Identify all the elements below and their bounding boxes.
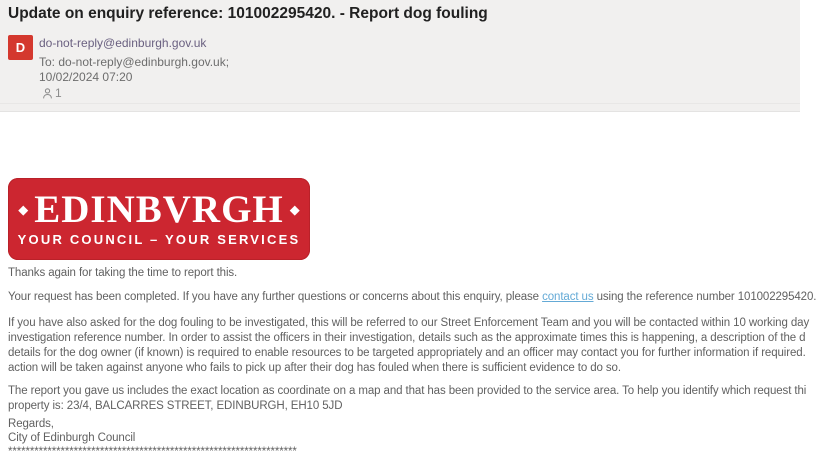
body-line: property is: 23/4, BALCARRES STREET, EDINBURGH, EH10 5JD — [8, 399, 806, 414]
paragraph-request-completed — [8, 290, 816, 305]
p2-after-link: using the reference number 101002295420. — [594, 291, 816, 303]
p2-before-link: Your request has been completed. If you have any further questions or concerns about this enquiry, please — [8, 291, 542, 303]
body-line: action will be taken against anyone who fails to pick up after their dog has fouled when there is sufficient evidence to do so. — [8, 361, 809, 376]
avatar-letter: D — [16, 40, 25, 55]
email-header — [0, 0, 800, 112]
contact-us-link[interactable]: contact us — [542, 291, 593, 303]
signature-regards: Regards, — [8, 417, 297, 431]
recipient-count-value: 1 — [55, 86, 62, 100]
body-line: investigation reference number. In order to assist the officers in their investigation, details such as the approximate times this is happening, a description of the d — [8, 331, 809, 346]
email-subject: Update on enquiry reference: 101002295420. - Report dog fouling — [8, 5, 488, 23]
body-line: The report you gave us includes the exact location as coordinate on a map and that has been provided to the service area. To help you identify which request thi — [8, 384, 806, 399]
sender-address[interactable]: do-not-reply@edinburgh.gov.uk — [39, 36, 206, 50]
logo-wordmark-row — [18, 190, 300, 229]
message-timestamp: 10/02/2024 07:20 — [39, 70, 132, 84]
diamond-icon: ◆ — [290, 203, 300, 216]
signature-name: City of Edinburgh Council — [8, 431, 297, 445]
signature-block — [8, 417, 297, 459]
paragraph-investigation — [8, 316, 809, 376]
body-line: If you have also asked for the dog fouling to be investigated, this will be referred to our Street Enforcement Team and you will be contacted within 10 working day — [8, 316, 809, 331]
paragraph-location — [8, 384, 806, 414]
edinburgh-council-logo — [8, 178, 310, 260]
person-icon — [41, 87, 54, 100]
sender-avatar[interactable] — [8, 35, 33, 60]
body-line: details for the dog owner (if known) is required to enable resources to be targeted appropriately and an officer may contact you for further information if required. — [8, 346, 809, 361]
logo-wordmark: EDINBVRGH — [34, 190, 284, 229]
signature-divider: ****************************************************************** — [8, 445, 297, 459]
logo-tagline: YOUR COUNCIL – YOUR SERVICES — [18, 232, 301, 247]
recipient-line[interactable]: To: do-not-reply@edinburgh.gov.uk; — [39, 55, 229, 69]
diamond-icon: ◆ — [18, 203, 28, 216]
recipient-count-toggle[interactable] — [41, 86, 62, 100]
paragraph-thanks: Thanks again for taking the time to report this. — [8, 266, 237, 281]
